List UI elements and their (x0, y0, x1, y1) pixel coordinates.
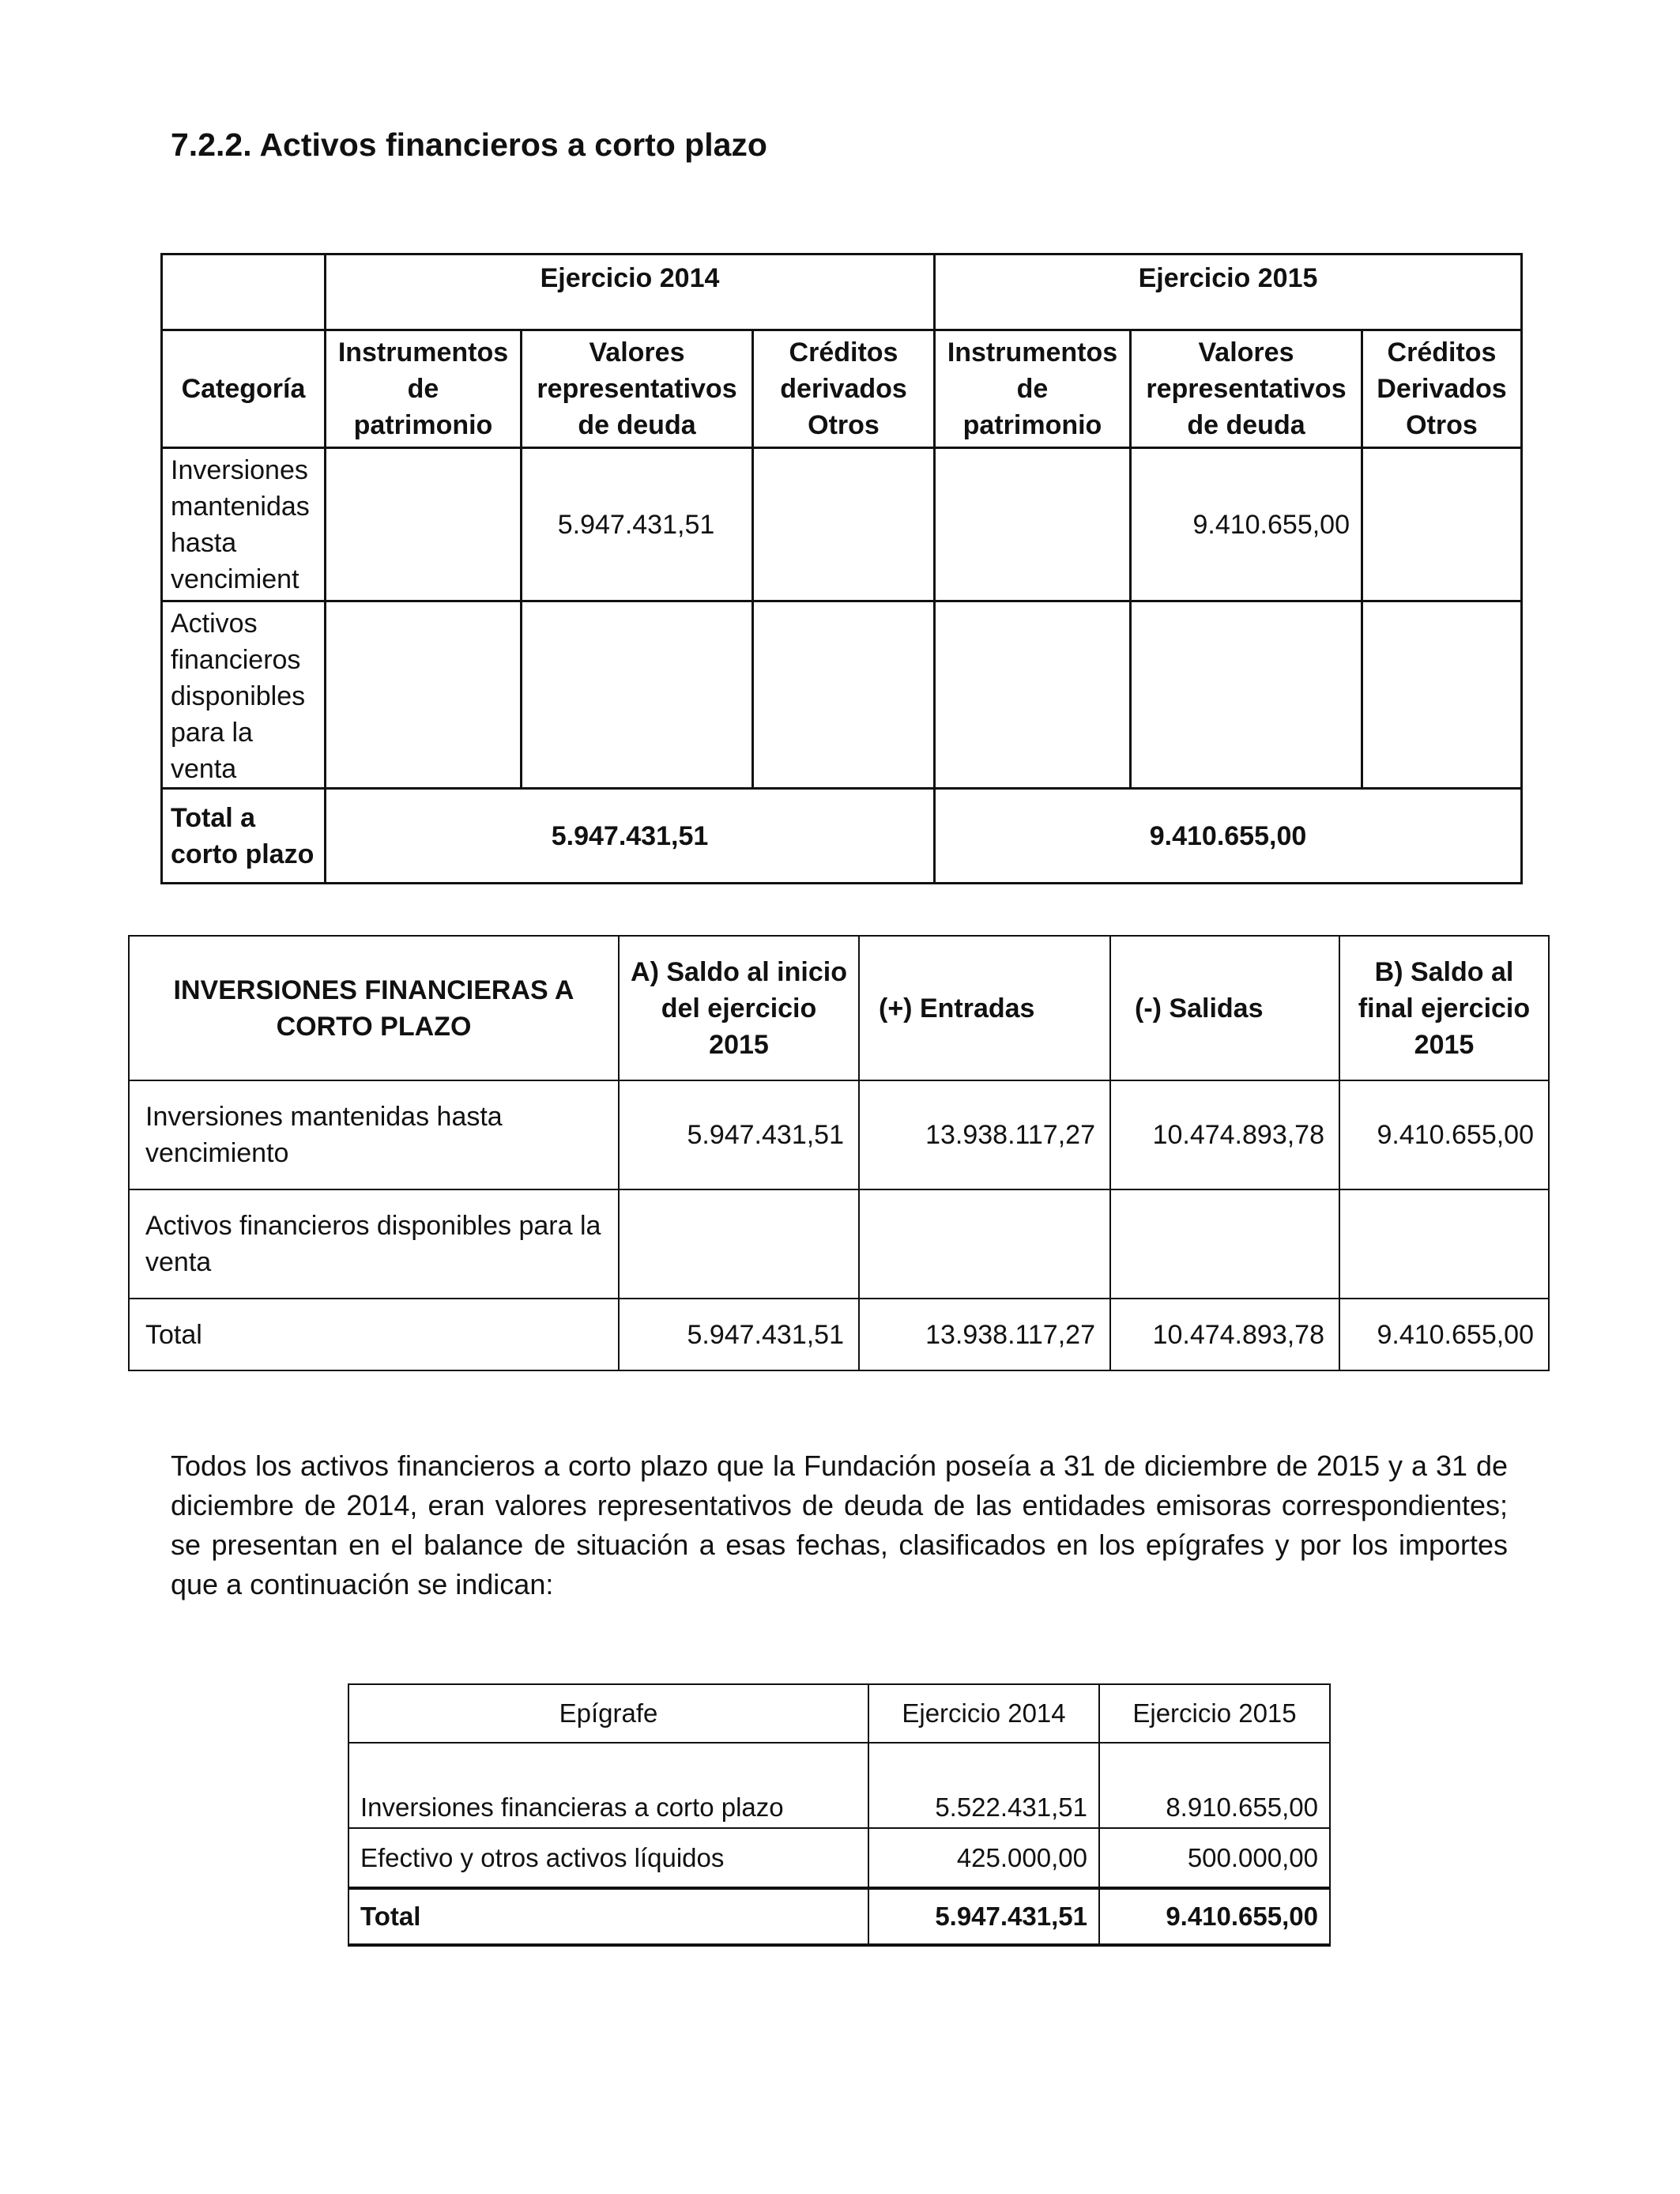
table-row (129, 1189, 1549, 1299)
col-header: Instrumentos de patrimonio (326, 330, 522, 448)
table-cell: 9.410.655,00 (1339, 1299, 1549, 1370)
table-row (162, 601, 1522, 789)
table-cell: 13.938.117,27 (859, 1080, 1110, 1189)
table-cell: 8.910.655,00 (1099, 1743, 1330, 1828)
total-2015: 9.410.655,00 (935, 789, 1522, 884)
table-row (162, 448, 1522, 601)
col-header: Créditos derivados Otros (753, 330, 935, 448)
table-cell (326, 448, 522, 601)
table-cell (859, 1189, 1110, 1299)
row-label: Activos financieros disponibles para la venta (162, 601, 326, 789)
total-label: Total a corto plazo (162, 789, 326, 884)
table-row (348, 1743, 1330, 1828)
category-header: Categoría (162, 330, 326, 448)
row-label: Total (129, 1299, 619, 1370)
table-cell (1339, 1189, 1549, 1299)
table-row (348, 1828, 1330, 1888)
section-heading: 7.2.2. Activos financieros a corto plazo (171, 126, 767, 163)
table-row (129, 1080, 1549, 1189)
table-cell (1362, 601, 1522, 789)
table-cell: 9.410.655,00 (1099, 1888, 1330, 1945)
table-cell: 5.947.431,51 (868, 1888, 1099, 1945)
year-header-2014: Ejercicio 2014 (326, 254, 935, 330)
col-header: Instrumentos de patrimonio (935, 330, 1131, 448)
col-header: B) Saldo al final ejercicio 2015 (1339, 936, 1549, 1080)
col-header: Ejercicio 2014 (868, 1684, 1099, 1743)
col-header: Valores representativos de deuda (1131, 330, 1362, 448)
balance-sheet-headings-table (348, 1683, 1331, 1947)
row-label: Inversiones mantenidas hasta vencimient (162, 448, 326, 601)
table-cell (1110, 1189, 1339, 1299)
table-cell (753, 448, 935, 601)
table-cell: 10.474.893,78 (1110, 1080, 1339, 1189)
total-2014: 5.947.431,51 (326, 789, 935, 884)
total-row (162, 789, 1522, 884)
total-row (129, 1299, 1549, 1370)
table-cell: 9.410.655,00 (1339, 1080, 1549, 1189)
row-label: Inversiones financieras a corto plazo (348, 1743, 868, 1828)
row-label: Total (348, 1888, 868, 1945)
table-cell (326, 601, 522, 789)
table-cell (1131, 601, 1362, 789)
year-header-2015: Ejercicio 2015 (935, 254, 1522, 330)
row-label: Activos financieros disponibles para la venta (129, 1189, 619, 1299)
col-header: Epígrafe (348, 1684, 868, 1743)
corner-cell (162, 254, 326, 330)
col-header: (-) Salidas (1110, 936, 1339, 1080)
table-cell (935, 601, 1131, 789)
table-cell (935, 448, 1131, 601)
table-cell: 425.000,00 (868, 1828, 1099, 1888)
table-cell (619, 1189, 859, 1299)
col-header: Valores representativos de deuda (522, 330, 753, 448)
explanatory-paragraph: Todos los activos financieros a corto plazo que la Fundación poseía a 31 de diciembre de 2015 y a 31 de diciembre de 2014, eran valores representativos de deuda de las entidades emisoras correspondientes; se presentan en el balance de situación a esas fechas, clasificados en los epígrafes y por los importes que a continuación se indican: (171, 1449, 1508, 1600)
table-cell: 5.947.431,51 (619, 1299, 859, 1370)
col-header: Créditos Derivados Otros (1362, 330, 1522, 448)
table-cell: 13.938.117,27 (859, 1299, 1110, 1370)
table-cell (753, 601, 935, 789)
col-header: (+) Entradas (859, 936, 1110, 1080)
col-header: INVERSIONES FINANCIERAS A CORTO PLAZO (129, 936, 619, 1080)
table-cell (522, 601, 753, 789)
row-label: Inversiones mantenidas hasta vencimiento (129, 1080, 619, 1189)
table-cell: 9.410.655,00 (1131, 448, 1362, 601)
short-term-assets-category-table (160, 253, 1523, 884)
table-cell: 5.947.431,51 (619, 1080, 859, 1189)
col-header: A) Saldo al inicio del ejercicio 2015 (619, 936, 859, 1080)
table-cell: 5.522.431,51 (868, 1743, 1099, 1828)
table-cell: 500.000,00 (1099, 1828, 1330, 1888)
table-cell (1362, 448, 1522, 601)
col-header: Ejercicio 2015 (1099, 1684, 1330, 1743)
total-row (348, 1888, 1330, 1945)
short-term-investments-movement-table (128, 935, 1550, 1371)
table-cell: 10.474.893,78 (1110, 1299, 1339, 1370)
table-cell: 5.947.431,51 (522, 448, 753, 601)
row-label: Efectivo y otros activos líquidos (348, 1828, 868, 1888)
